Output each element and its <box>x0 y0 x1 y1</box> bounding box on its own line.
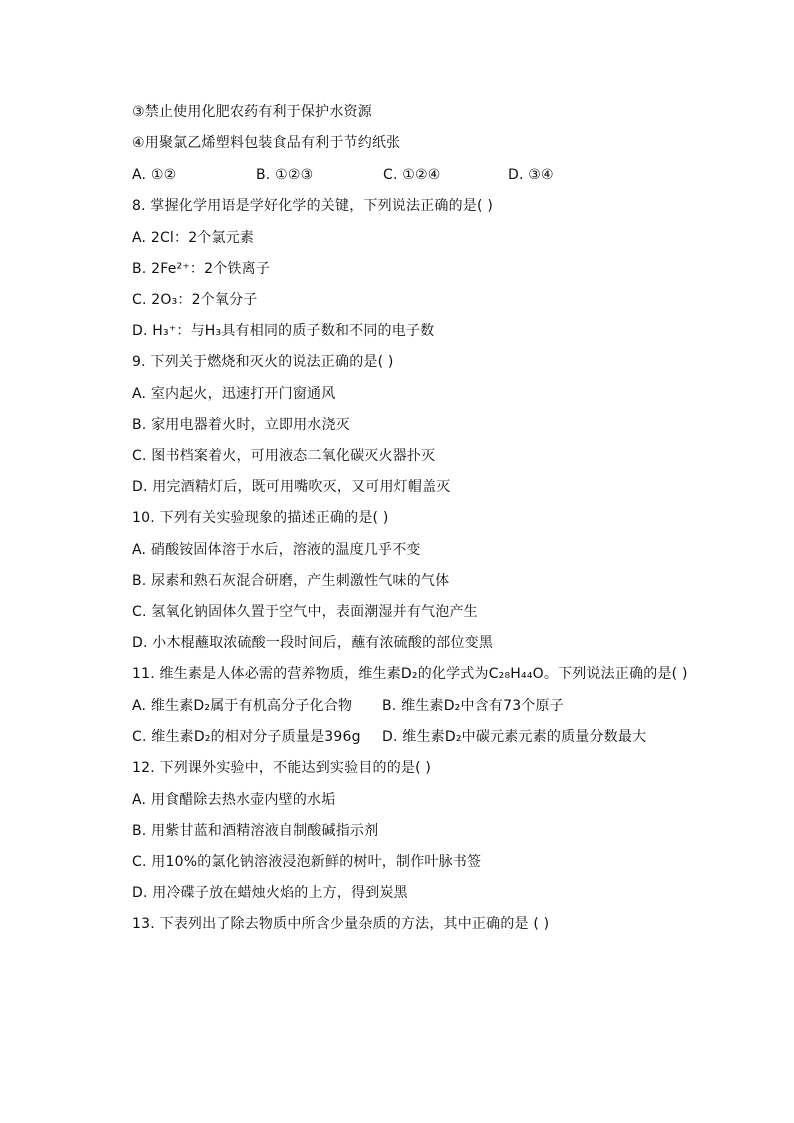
q12-option-c: C. 用10%的氯化钠溶液浸泡新鲜的树叶，制作叶脉书签 <box>132 854 482 870</box>
q11-stem: 11. 维生素是人体必需的营养物质，维生素D₂的化学式为C₂₈H₄₄O。下列说法正确的是( ) <box>132 666 688 682</box>
q12-option-a: A. 用食醋除去热水壶内壁的水垢 <box>132 792 336 808</box>
q11-option-b: B. 维生素D₂中含有73个原子 <box>382 698 564 714</box>
q7-options <box>132 166 692 184</box>
q11-option-d: D. 维生素D₂中碳元素元素的质量分数最大 <box>382 729 647 745</box>
q13-stem: 13. 下表列出了除去物质中所含少量杂质的方法，其中正确的是 ( ) <box>132 916 550 932</box>
q7-option-c: C. ①②④ <box>383 167 441 183</box>
q8-option-b: B. 2Fe²⁺：2个铁离子 <box>132 261 271 277</box>
statement-4: ④用聚氯乙烯塑料包装食品有利于节约纸张 <box>132 135 401 151</box>
q9-option-a: A. 室内起火，迅速打开门窗通风 <box>132 386 336 402</box>
q11-options-row2 <box>132 728 692 746</box>
q10-option-b: B. 尿素和熟石灰混合研磨，产生刺激性气味的气体 <box>132 573 450 589</box>
q11-option-c: C. 维生素D₂的相对分子质量是396g <box>132 729 361 745</box>
q10-option-d: D. 小木棍蘸取浓硫酸一段时间后，蘸有浓硫酸的部位变黑 <box>132 635 494 651</box>
q7-option-a: A. ①② <box>132 167 177 183</box>
q9-option-b: B. 家用电器着火时，立即用水浇灭 <box>132 417 350 433</box>
q8-option-c: C. 2O₃：2个氧分子 <box>132 292 258 308</box>
q8-option-a: A. 2Cl：2个氯元素 <box>132 230 255 246</box>
statement-3: ③禁止使用化肥农药有利于保护水资源 <box>132 104 372 120</box>
q11-options-row1 <box>132 697 692 715</box>
q8-option-d: D. H₃⁺：与H₃具有相同的质子数和不同的电子数 <box>132 323 435 339</box>
q10-stem: 10. 下列有关实验现象的描述正确的是( ) <box>132 510 389 526</box>
q12-option-b: B. 用紫甘蓝和酒精溶液自制酸碱指示剂 <box>132 823 379 839</box>
q9-option-c: C. 图书档案着火，可用液态二氧化碳灭火器扑灭 <box>132 448 436 464</box>
q7-option-b: B. ①②③ <box>256 167 314 183</box>
q12-option-d: D. 用冷碟子放在蜡烛火焰的上方，得到炭黑 <box>132 885 408 901</box>
q9-option-d: D. 用完酒精灯后，既可用嘴吹灭，又可用灯帽盖灭 <box>132 479 451 495</box>
q10-option-c: C. 氢氧化钠固体久置于空气中，表面潮湿并有气泡产生 <box>132 604 478 620</box>
q9-stem: 9. 下列关于燃烧和灭火的说法正确的是( ) <box>132 354 394 370</box>
q12-stem: 12. 下列课外实验中，不能达到实验目的的是( ) <box>132 760 432 776</box>
q10-option-a: A. 硝酸铵固体溶于水后，溶液的温度几乎不变 <box>132 542 421 558</box>
q7-option-d: D. ③④ <box>508 167 554 183</box>
q11-option-a: A. 维生素D₂属于有机高分子化合物 <box>132 698 353 714</box>
q8-stem: 8. 掌握化学用语是学好化学的关键，下列说法正确的是( ) <box>132 198 493 214</box>
